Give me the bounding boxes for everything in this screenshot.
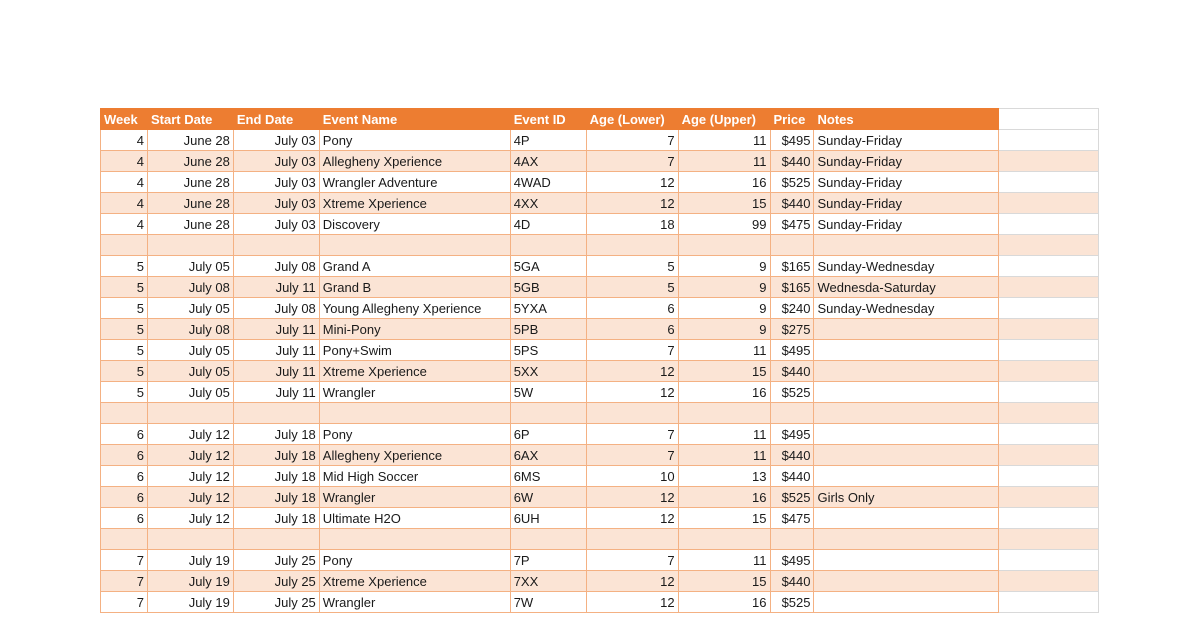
cell-end-date[interactable]: July 08	[233, 298, 319, 319]
cell-event-name[interactable]: Grand B	[319, 277, 510, 298]
cell-price[interactable]	[770, 403, 814, 424]
column-header-age-upper[interactable]: Age (Upper)	[678, 109, 770, 130]
cell-notes[interactable]: Wednesda-Saturday	[814, 277, 999, 298]
cell-age-lower[interactable]: 7	[586, 424, 678, 445]
empty-cell[interactable]	[999, 193, 1099, 214]
cell-end-date[interactable]: July 03	[233, 151, 319, 172]
cell-week[interactable]: 6	[101, 487, 148, 508]
column-header-end-date[interactable]: End Date	[233, 109, 319, 130]
cell-age-lower[interactable]: 10	[586, 466, 678, 487]
cell-start-date[interactable]	[147, 403, 233, 424]
cell-age-lower[interactable]: 18	[586, 214, 678, 235]
events-table	[100, 108, 1099, 613]
cell-event-name[interactable]: Allegheny Xperience	[319, 445, 510, 466]
empty-cell[interactable]	[999, 382, 1099, 403]
cell-end-date[interactable]: July 11	[233, 277, 319, 298]
cell-start-date[interactable]	[147, 529, 233, 550]
cell-age-upper[interactable]: 13	[678, 466, 770, 487]
cell-event-id[interactable]	[510, 235, 586, 256]
cell-week[interactable]	[101, 529, 148, 550]
cell-start-date[interactable]: July 05	[147, 382, 233, 403]
table-body	[101, 130, 1099, 613]
cell-start-date[interactable]: July 12	[147, 466, 233, 487]
cell-notes[interactable]: Sunday-Friday	[814, 214, 999, 235]
cell-end-date[interactable]	[233, 235, 319, 256]
cell-notes[interactable]	[814, 508, 999, 529]
column-header-event-name[interactable]: Event Name	[319, 109, 510, 130]
table-row	[101, 403, 1099, 424]
table-row	[101, 340, 1099, 361]
column-header-start-date[interactable]: Start Date	[147, 109, 233, 130]
cell-age-lower[interactable]	[586, 235, 678, 256]
cell-age-lower[interactable]: 12	[586, 382, 678, 403]
cell-price[interactable]: $495	[770, 340, 814, 361]
cell-week[interactable]: 6	[101, 508, 148, 529]
cell-week[interactable]	[101, 403, 148, 424]
empty-cell[interactable]	[999, 130, 1099, 151]
cell-notes[interactable]	[814, 235, 999, 256]
cell-notes[interactable]	[814, 466, 999, 487]
cell-age-upper[interactable]: 11	[678, 424, 770, 445]
column-header-price[interactable]: Price	[770, 109, 814, 130]
cell-event-name[interactable]: Pony	[319, 130, 510, 151]
cell-event-id[interactable]: 5YXA	[510, 298, 586, 319]
cell-notes[interactable]: Sunday-Wednesday	[814, 298, 999, 319]
cell-notes[interactable]	[814, 382, 999, 403]
cell-notes[interactable]: Girls Only	[814, 487, 999, 508]
cell-end-date[interactable]: July 18	[233, 445, 319, 466]
cell-week[interactable]: 5	[101, 340, 148, 361]
cell-price[interactable]: $440	[770, 361, 814, 382]
cell-price[interactable]: $475	[770, 214, 814, 235]
cell-age-upper[interactable]: 16	[678, 487, 770, 508]
cell-week[interactable]: 5	[101, 256, 148, 277]
cell-end-date[interactable]: July 18	[233, 487, 319, 508]
cell-start-date[interactable]: July 05	[147, 298, 233, 319]
cell-age-lower[interactable]: 7	[586, 550, 678, 571]
cell-price[interactable]: $525	[770, 382, 814, 403]
table-row	[101, 256, 1099, 277]
cell-event-id[interactable]: 4WAD	[510, 172, 586, 193]
empty-cell[interactable]	[999, 445, 1099, 466]
cell-age-lower[interactable]: 5	[586, 256, 678, 277]
table-row	[101, 151, 1099, 172]
cell-age-upper[interactable]: 11	[678, 151, 770, 172]
empty-cell[interactable]	[999, 571, 1099, 592]
cell-notes[interactable]	[814, 571, 999, 592]
cell-price[interactable]	[770, 529, 814, 550]
empty-cell[interactable]	[999, 361, 1099, 382]
table-row	[101, 172, 1099, 193]
empty-cell[interactable]	[999, 529, 1099, 550]
cell-age-lower[interactable]	[586, 529, 678, 550]
cell-end-date[interactable]: July 18	[233, 466, 319, 487]
cell-event-id[interactable]: 6W	[510, 487, 586, 508]
cell-age-upper[interactable]: 16	[678, 592, 770, 613]
empty-cell[interactable]	[999, 340, 1099, 361]
cell-age-upper[interactable]: 11	[678, 445, 770, 466]
cell-age-upper[interactable]: 9	[678, 256, 770, 277]
cell-end-date[interactable]: July 11	[233, 361, 319, 382]
cell-notes[interactable]: Sunday-Friday	[814, 172, 999, 193]
table-row	[101, 277, 1099, 298]
table-row	[101, 235, 1099, 256]
cell-event-name[interactable]: Wrangler	[319, 592, 510, 613]
empty-cell[interactable]	[999, 592, 1099, 613]
cell-event-id[interactable]: 5GB	[510, 277, 586, 298]
column-header-notes[interactable]: Notes	[814, 109, 999, 130]
cell-notes[interactable]	[814, 403, 999, 424]
cell-week[interactable]: 4	[101, 130, 148, 151]
cell-event-id[interactable]: 4AX	[510, 151, 586, 172]
cell-event-id[interactable]: 7W	[510, 592, 586, 613]
cell-event-id[interactable]: 6MS	[510, 466, 586, 487]
cell-event-name[interactable]: Pony+Swim	[319, 340, 510, 361]
cell-event-name[interactable]: Mid High Soccer	[319, 466, 510, 487]
cell-notes[interactable]	[814, 445, 999, 466]
cell-price[interactable]: $495	[770, 130, 814, 151]
cell-end-date[interactable]: July 03	[233, 193, 319, 214]
table-row	[101, 508, 1099, 529]
cell-age-lower[interactable]: 12	[586, 487, 678, 508]
table-row	[101, 424, 1099, 445]
table-row	[101, 298, 1099, 319]
cell-end-date[interactable]: July 18	[233, 424, 319, 445]
cell-event-name[interactable]: Ultimate H2O	[319, 508, 510, 529]
cell-event-name[interactable]: Wrangler	[319, 382, 510, 403]
cell-event-name[interactable]: Discovery	[319, 214, 510, 235]
cell-age-upper[interactable]: 15	[678, 193, 770, 214]
cell-start-date[interactable]: July 08	[147, 319, 233, 340]
cell-week[interactable]: 7	[101, 592, 148, 613]
cell-age-lower[interactable]	[586, 403, 678, 424]
cell-start-date[interactable]: July 19	[147, 571, 233, 592]
cell-price[interactable]: $495	[770, 550, 814, 571]
cell-event-name[interactable]: Wrangler Adventure	[319, 172, 510, 193]
cell-end-date[interactable]: July 25	[233, 571, 319, 592]
cell-notes[interactable]: Sunday-Friday	[814, 151, 999, 172]
cell-start-date[interactable]: June 28	[147, 172, 233, 193]
cell-age-lower[interactable]: 12	[586, 592, 678, 613]
cell-start-date[interactable]: July 12	[147, 508, 233, 529]
cell-event-id[interactable]: 5XX	[510, 361, 586, 382]
cell-start-date[interactable]: June 28	[147, 193, 233, 214]
header-row	[101, 109, 1099, 130]
cell-price[interactable]: $165	[770, 256, 814, 277]
cell-age-upper[interactable]: 11	[678, 550, 770, 571]
cell-week[interactable]: 4	[101, 193, 148, 214]
table-row	[101, 361, 1099, 382]
cell-price[interactable]: $165	[770, 277, 814, 298]
cell-price[interactable]: $440	[770, 193, 814, 214]
cell-end-date[interactable]: July 18	[233, 508, 319, 529]
cell-week[interactable]: 4	[101, 151, 148, 172]
cell-age-lower[interactable]: 12	[586, 193, 678, 214]
cell-event-id[interactable]: 5PS	[510, 340, 586, 361]
cell-age-lower[interactable]: 7	[586, 130, 678, 151]
cell-event-name[interactable]	[319, 403, 510, 424]
empty-cell[interactable]	[999, 109, 1099, 130]
table-row	[101, 466, 1099, 487]
cell-end-date[interactable]: July 03	[233, 130, 319, 151]
cell-notes[interactable]	[814, 340, 999, 361]
cell-price[interactable]: $440	[770, 571, 814, 592]
cell-price[interactable]: $495	[770, 424, 814, 445]
cell-start-date[interactable]: July 08	[147, 277, 233, 298]
cell-start-date[interactable]: July 05	[147, 340, 233, 361]
cell-end-date[interactable]: July 25	[233, 592, 319, 613]
cell-end-date[interactable]	[233, 529, 319, 550]
cell-week[interactable]: 5	[101, 361, 148, 382]
empty-cell[interactable]	[999, 151, 1099, 172]
cell-event-name[interactable]: Mini-Pony	[319, 319, 510, 340]
cell-age-lower[interactable]: 7	[586, 151, 678, 172]
empty-cell[interactable]	[999, 319, 1099, 340]
cell-event-name[interactable]: Pony	[319, 424, 510, 445]
cell-start-date[interactable]: July 12	[147, 424, 233, 445]
table-row	[101, 214, 1099, 235]
table-row	[101, 319, 1099, 340]
cell-price[interactable]: $525	[770, 172, 814, 193]
cell-week[interactable]: 5	[101, 277, 148, 298]
cell-age-upper[interactable]: 9	[678, 277, 770, 298]
cell-end-date[interactable]: July 03	[233, 214, 319, 235]
cell-start-date[interactable]: July 12	[147, 445, 233, 466]
empty-cell[interactable]	[999, 277, 1099, 298]
cell-event-id[interactable]: 4P	[510, 130, 586, 151]
cell-age-upper[interactable]: 11	[678, 130, 770, 151]
cell-event-name[interactable]: Wrangler	[319, 487, 510, 508]
cell-start-date[interactable]: July 05	[147, 361, 233, 382]
cell-end-date[interactable]: July 11	[233, 340, 319, 361]
empty-cell[interactable]	[999, 487, 1099, 508]
cell-price[interactable]: $475	[770, 508, 814, 529]
cell-age-upper[interactable]: 15	[678, 361, 770, 382]
cell-age-upper[interactable]: 16	[678, 382, 770, 403]
cell-start-date[interactable]: July 12	[147, 487, 233, 508]
cell-price[interactable]: $440	[770, 466, 814, 487]
empty-cell[interactable]	[999, 214, 1099, 235]
column-header-event-id[interactable]: Event ID	[510, 109, 586, 130]
cell-age-lower[interactable]: 7	[586, 445, 678, 466]
column-header-age-lower[interactable]: Age (Lower)	[586, 109, 678, 130]
table-row	[101, 550, 1099, 571]
empty-cell[interactable]	[999, 550, 1099, 571]
cell-price[interactable]: $525	[770, 487, 814, 508]
cell-week[interactable]: 6	[101, 424, 148, 445]
cell-notes[interactable]	[814, 592, 999, 613]
cell-age-lower[interactable]: 6	[586, 319, 678, 340]
cell-age-upper[interactable]: 9	[678, 319, 770, 340]
cell-end-date[interactable]	[233, 403, 319, 424]
cell-age-upper[interactable]	[678, 529, 770, 550]
cell-event-id[interactable]: 4XX	[510, 193, 586, 214]
cell-price[interactable]: $240	[770, 298, 814, 319]
table-row	[101, 529, 1099, 550]
cell-event-id[interactable]: 6UH	[510, 508, 586, 529]
cell-price[interactable]	[770, 235, 814, 256]
cell-age-upper[interactable]	[678, 235, 770, 256]
cell-age-lower[interactable]: 12	[586, 508, 678, 529]
cell-event-id[interactable]: 5W	[510, 382, 586, 403]
cell-age-upper[interactable]	[678, 403, 770, 424]
empty-cell[interactable]	[999, 466, 1099, 487]
cell-start-date[interactable]: June 28	[147, 214, 233, 235]
cell-age-lower[interactable]: 12	[586, 571, 678, 592]
column-header-week[interactable]: Week	[101, 109, 148, 130]
cell-event-id[interactable]: 7P	[510, 550, 586, 571]
cell-start-date[interactable]: July 19	[147, 592, 233, 613]
cell-start-date[interactable]: July 19	[147, 550, 233, 571]
cell-age-upper[interactable]: 11	[678, 340, 770, 361]
cell-event-id[interactable]: 6AX	[510, 445, 586, 466]
cell-week[interactable]: 5	[101, 319, 148, 340]
spreadsheet	[100, 108, 1099, 613]
cell-event-id[interactable]	[510, 529, 586, 550]
cell-price[interactable]: $440	[770, 151, 814, 172]
cell-age-lower[interactable]: 7	[586, 340, 678, 361]
cell-event-id[interactable]: 5PB	[510, 319, 586, 340]
table-row	[101, 592, 1099, 613]
cell-event-id[interactable]: 4D	[510, 214, 586, 235]
cell-notes[interactable]	[814, 424, 999, 445]
table-row	[101, 445, 1099, 466]
cell-age-lower[interactable]: 12	[586, 172, 678, 193]
cell-notes[interactable]: Sunday-Friday	[814, 130, 999, 151]
cell-age-lower[interactable]: 6	[586, 298, 678, 319]
cell-event-id[interactable]: 6P	[510, 424, 586, 445]
cell-notes[interactable]: Sunday-Wednesday	[814, 256, 999, 277]
cell-event-name[interactable]	[319, 529, 510, 550]
cell-event-name[interactable]: Pony	[319, 550, 510, 571]
cell-notes[interactable]	[814, 550, 999, 571]
cell-week[interactable]: 6	[101, 445, 148, 466]
cell-start-date[interactable]	[147, 235, 233, 256]
cell-week[interactable]: 6	[101, 466, 148, 487]
cell-start-date[interactable]: July 05	[147, 256, 233, 277]
empty-cell[interactable]	[999, 256, 1099, 277]
empty-cell[interactable]	[999, 508, 1099, 529]
cell-event-name[interactable]: Xtreme Xperience	[319, 193, 510, 214]
cell-end-date[interactable]: July 03	[233, 172, 319, 193]
cell-notes[interactable]: Sunday-Friday	[814, 193, 999, 214]
cell-week[interactable]: 4	[101, 172, 148, 193]
cell-age-upper[interactable]: 99	[678, 214, 770, 235]
empty-cell[interactable]	[999, 235, 1099, 256]
table-row	[101, 571, 1099, 592]
table-row	[101, 193, 1099, 214]
cell-week[interactable]: 7	[101, 550, 148, 571]
cell-event-name[interactable]: Grand A	[319, 256, 510, 277]
cell-age-upper[interactable]: 9	[678, 298, 770, 319]
cell-price[interactable]: $440	[770, 445, 814, 466]
cell-week[interactable]: 7	[101, 571, 148, 592]
cell-event-name[interactable]: Young Allegheny Xperience	[319, 298, 510, 319]
table-row	[101, 382, 1099, 403]
cell-event-id[interactable]: 7XX	[510, 571, 586, 592]
cell-age-lower[interactable]: 5	[586, 277, 678, 298]
cell-event-name[interactable]	[319, 235, 510, 256]
cell-end-date[interactable]: July 11	[233, 319, 319, 340]
cell-notes[interactable]	[814, 319, 999, 340]
cell-end-date[interactable]: July 08	[233, 256, 319, 277]
table-row	[101, 130, 1099, 151]
cell-age-upper[interactable]: 15	[678, 571, 770, 592]
cell-week[interactable]	[101, 235, 148, 256]
empty-cell[interactable]	[999, 424, 1099, 445]
cell-week[interactable]: 4	[101, 214, 148, 235]
cell-age-lower[interactable]: 12	[586, 361, 678, 382]
cell-age-upper[interactable]: 15	[678, 508, 770, 529]
cell-event-id[interactable]: 5GA	[510, 256, 586, 277]
cell-event-name[interactable]: Xtreme Xperience	[319, 571, 510, 592]
empty-cell[interactable]	[999, 172, 1099, 193]
cell-price[interactable]: $275	[770, 319, 814, 340]
cell-age-upper[interactable]: 16	[678, 172, 770, 193]
cell-end-date[interactable]: July 25	[233, 550, 319, 571]
cell-price[interactable]: $525	[770, 592, 814, 613]
empty-cell[interactable]	[999, 403, 1099, 424]
cell-notes[interactable]	[814, 529, 999, 550]
cell-end-date[interactable]: July 11	[233, 382, 319, 403]
cell-event-name[interactable]: Xtreme Xperience	[319, 361, 510, 382]
cell-start-date[interactable]: June 28	[147, 130, 233, 151]
cell-event-id[interactable]	[510, 403, 586, 424]
empty-cell[interactable]	[999, 298, 1099, 319]
cell-event-name[interactable]: Allegheny Xperience	[319, 151, 510, 172]
cell-week[interactable]: 5	[101, 298, 148, 319]
cell-week[interactable]: 5	[101, 382, 148, 403]
cell-start-date[interactable]: June 28	[147, 151, 233, 172]
cell-notes[interactable]	[814, 361, 999, 382]
table-row	[101, 487, 1099, 508]
